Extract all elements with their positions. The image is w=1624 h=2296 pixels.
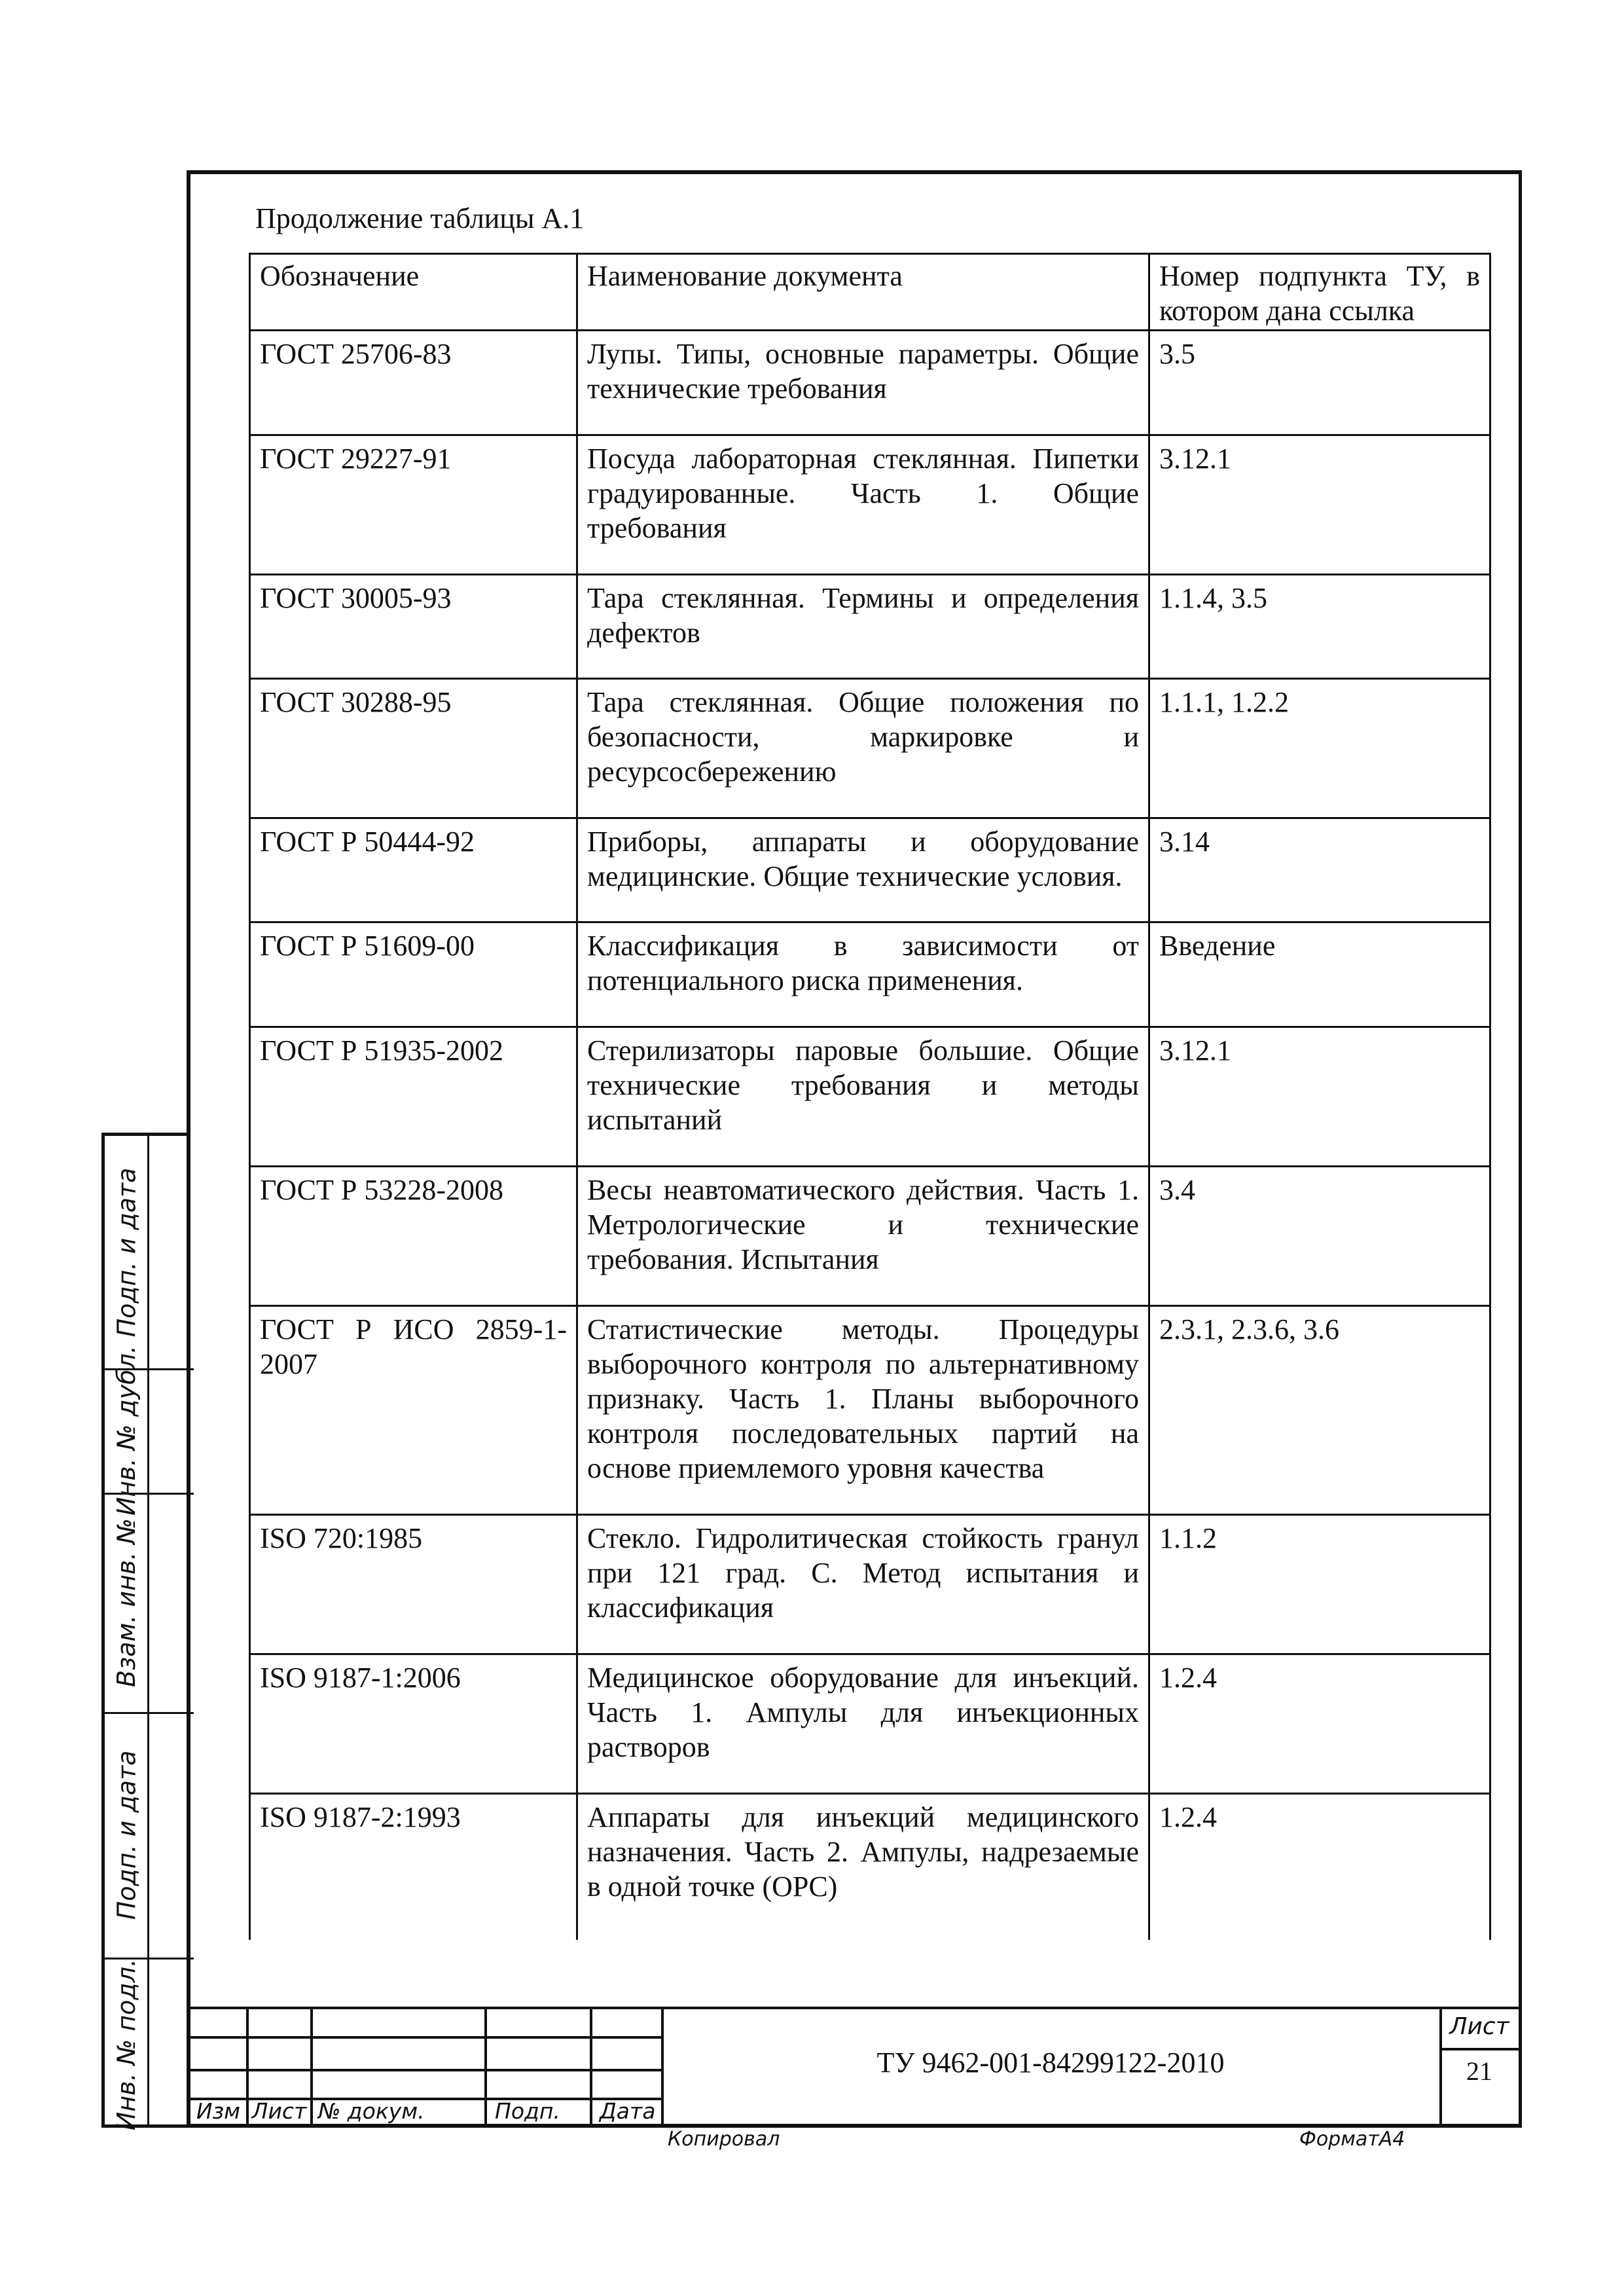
references-table bbox=[249, 253, 1491, 1940]
table-row bbox=[250, 1794, 1490, 1940]
side-stamp-label: Взам. инв. № bbox=[112, 1518, 141, 1687]
sheet-label: Лист bbox=[1449, 2013, 1509, 2040]
designation-cell: ГОСТ Р 51609-00 bbox=[250, 922, 577, 1027]
table-row bbox=[250, 575, 1490, 679]
table-row bbox=[250, 1654, 1490, 1794]
clause-cell: 1.1.2 bbox=[1149, 1515, 1490, 1654]
clause-cell: 1.2.4 bbox=[1149, 1654, 1490, 1794]
table-row bbox=[250, 1027, 1490, 1167]
designation-cell: ISO 720:1985 bbox=[250, 1515, 577, 1654]
clause-cell: 2.3.1, 2.3.6, 3.6 bbox=[1149, 1306, 1490, 1515]
clause-cell: 3.5 bbox=[1149, 331, 1490, 435]
sheet-number: 21 bbox=[1466, 2056, 1492, 2086]
title-block-header: Изм bbox=[196, 2098, 241, 2124]
side-stamp-label: Инв. № подл. bbox=[112, 1958, 141, 2130]
clause-cell: 1.1.4, 3.5 bbox=[1149, 575, 1490, 679]
table-caption: Продолжение таблицы А.1 bbox=[255, 202, 585, 234]
name-cell: Тара стеклянная. Общие положения по безопасности, маркировке и ресурсосбережению bbox=[577, 679, 1149, 818]
clause-cell: 1.1.1, 1.2.2 bbox=[1149, 679, 1490, 818]
name-cell: Весы неавтоматического действия. Часть 1. Метрологические и технические требования. Испытания bbox=[577, 1167, 1149, 1306]
side-stamp bbox=[101, 1133, 190, 2128]
table-header-row bbox=[250, 254, 1490, 331]
designation-cell: ГОСТ 30005-93 bbox=[250, 575, 577, 679]
clause-cell: Введение bbox=[1149, 922, 1490, 1027]
name-cell: Классификация в зависимости от потенциального риска применения. bbox=[577, 922, 1149, 1027]
clause-cell: 3.4 bbox=[1149, 1167, 1490, 1306]
name-cell: Медицинское оборудование для инъекций. Часть 1. Ампулы для инъекционных растворов bbox=[577, 1654, 1149, 1794]
designation-cell: ГОСТ Р 51935-2002 bbox=[250, 1027, 577, 1167]
name-cell: Стекло. Гидролитическая стойкость гранул при 121 град. С. Метод испытания и классификация bbox=[577, 1515, 1149, 1654]
title-block-header: Подп. bbox=[495, 2098, 560, 2124]
column-header: Наименование документа bbox=[577, 254, 1149, 331]
designation-cell: ISO 9187-1:2006 bbox=[250, 1654, 577, 1794]
name-cell: Аппараты для инъекций медицинского назначения. Часть 2. Ампулы, надрезаемые в одной точке (OPC) bbox=[577, 1794, 1149, 1940]
title-block-header: Дата bbox=[600, 2098, 656, 2124]
name-cell: Лупы. Типы, основные параметры. Общие технические требования bbox=[577, 331, 1149, 435]
table-row bbox=[250, 1167, 1490, 1306]
designation-cell: ГОСТ Р ИСО 2859-1-2007 bbox=[250, 1306, 577, 1515]
clause-cell: 3.12.1 bbox=[1149, 435, 1490, 575]
format-label: ФорматА4 bbox=[1299, 2128, 1405, 2151]
title-block bbox=[190, 2007, 1519, 2128]
column-header: Обозначение bbox=[250, 254, 577, 331]
clause-cell: 1.2.4 bbox=[1149, 1794, 1490, 1940]
document-code: ТУ 9462-001-84299122-2010 bbox=[876, 2047, 1225, 2079]
title-block-header: № докум. bbox=[318, 2098, 425, 2124]
title-block-header: Лист bbox=[251, 2098, 307, 2124]
side-stamp-label: Инв. № дубл. bbox=[112, 1345, 141, 1516]
designation-cell: ISO 9187-2:1993 bbox=[250, 1794, 577, 1940]
side-stamp-label: Подп. и дата bbox=[112, 1167, 141, 1337]
name-cell: Тара стеклянная. Термины и определения дефектов bbox=[577, 575, 1149, 679]
clause-cell: 3.12.1 bbox=[1149, 1027, 1490, 1167]
table-row bbox=[250, 1306, 1490, 1515]
copied-label: Копировал bbox=[668, 2128, 780, 2151]
table-row bbox=[250, 331, 1490, 435]
table-row bbox=[250, 1515, 1490, 1654]
clause-cell: 3.14 bbox=[1149, 818, 1490, 922]
table-row bbox=[250, 435, 1490, 575]
name-cell: Посуда лабораторная стеклянная. Пипетки градуированные. Часть 1. Общие требования bbox=[577, 435, 1149, 575]
name-cell: Стерилизаторы паровые большие. Общие технические требования и методы испытаний bbox=[577, 1027, 1149, 1167]
table-row bbox=[250, 818, 1490, 922]
table-row bbox=[250, 679, 1490, 818]
side-stamp-label: Подп. и дата bbox=[112, 1750, 141, 1920]
designation-cell: ГОСТ 25706-83 bbox=[250, 331, 577, 435]
name-cell: Статистические методы. Процедуры выборочного контроля по альтернативному признаку. Часть 1. Планы выборочного контроля последовательных партий на основе приемлемого уровня качества bbox=[577, 1306, 1149, 1515]
designation-cell: ГОСТ 29227-91 bbox=[250, 435, 577, 575]
designation-cell: ГОСТ Р 53228-2008 bbox=[250, 1167, 577, 1306]
name-cell: Приборы, аппараты и оборудование медицинские. Общие технические условия. bbox=[577, 818, 1149, 922]
designation-cell: ГОСТ Р 50444-92 bbox=[250, 818, 577, 922]
designation-cell: ГОСТ 30288-95 bbox=[250, 679, 577, 818]
column-header: Номер подпункта ТУ, в котором дана ссылка bbox=[1149, 254, 1490, 331]
table-row bbox=[250, 922, 1490, 1027]
